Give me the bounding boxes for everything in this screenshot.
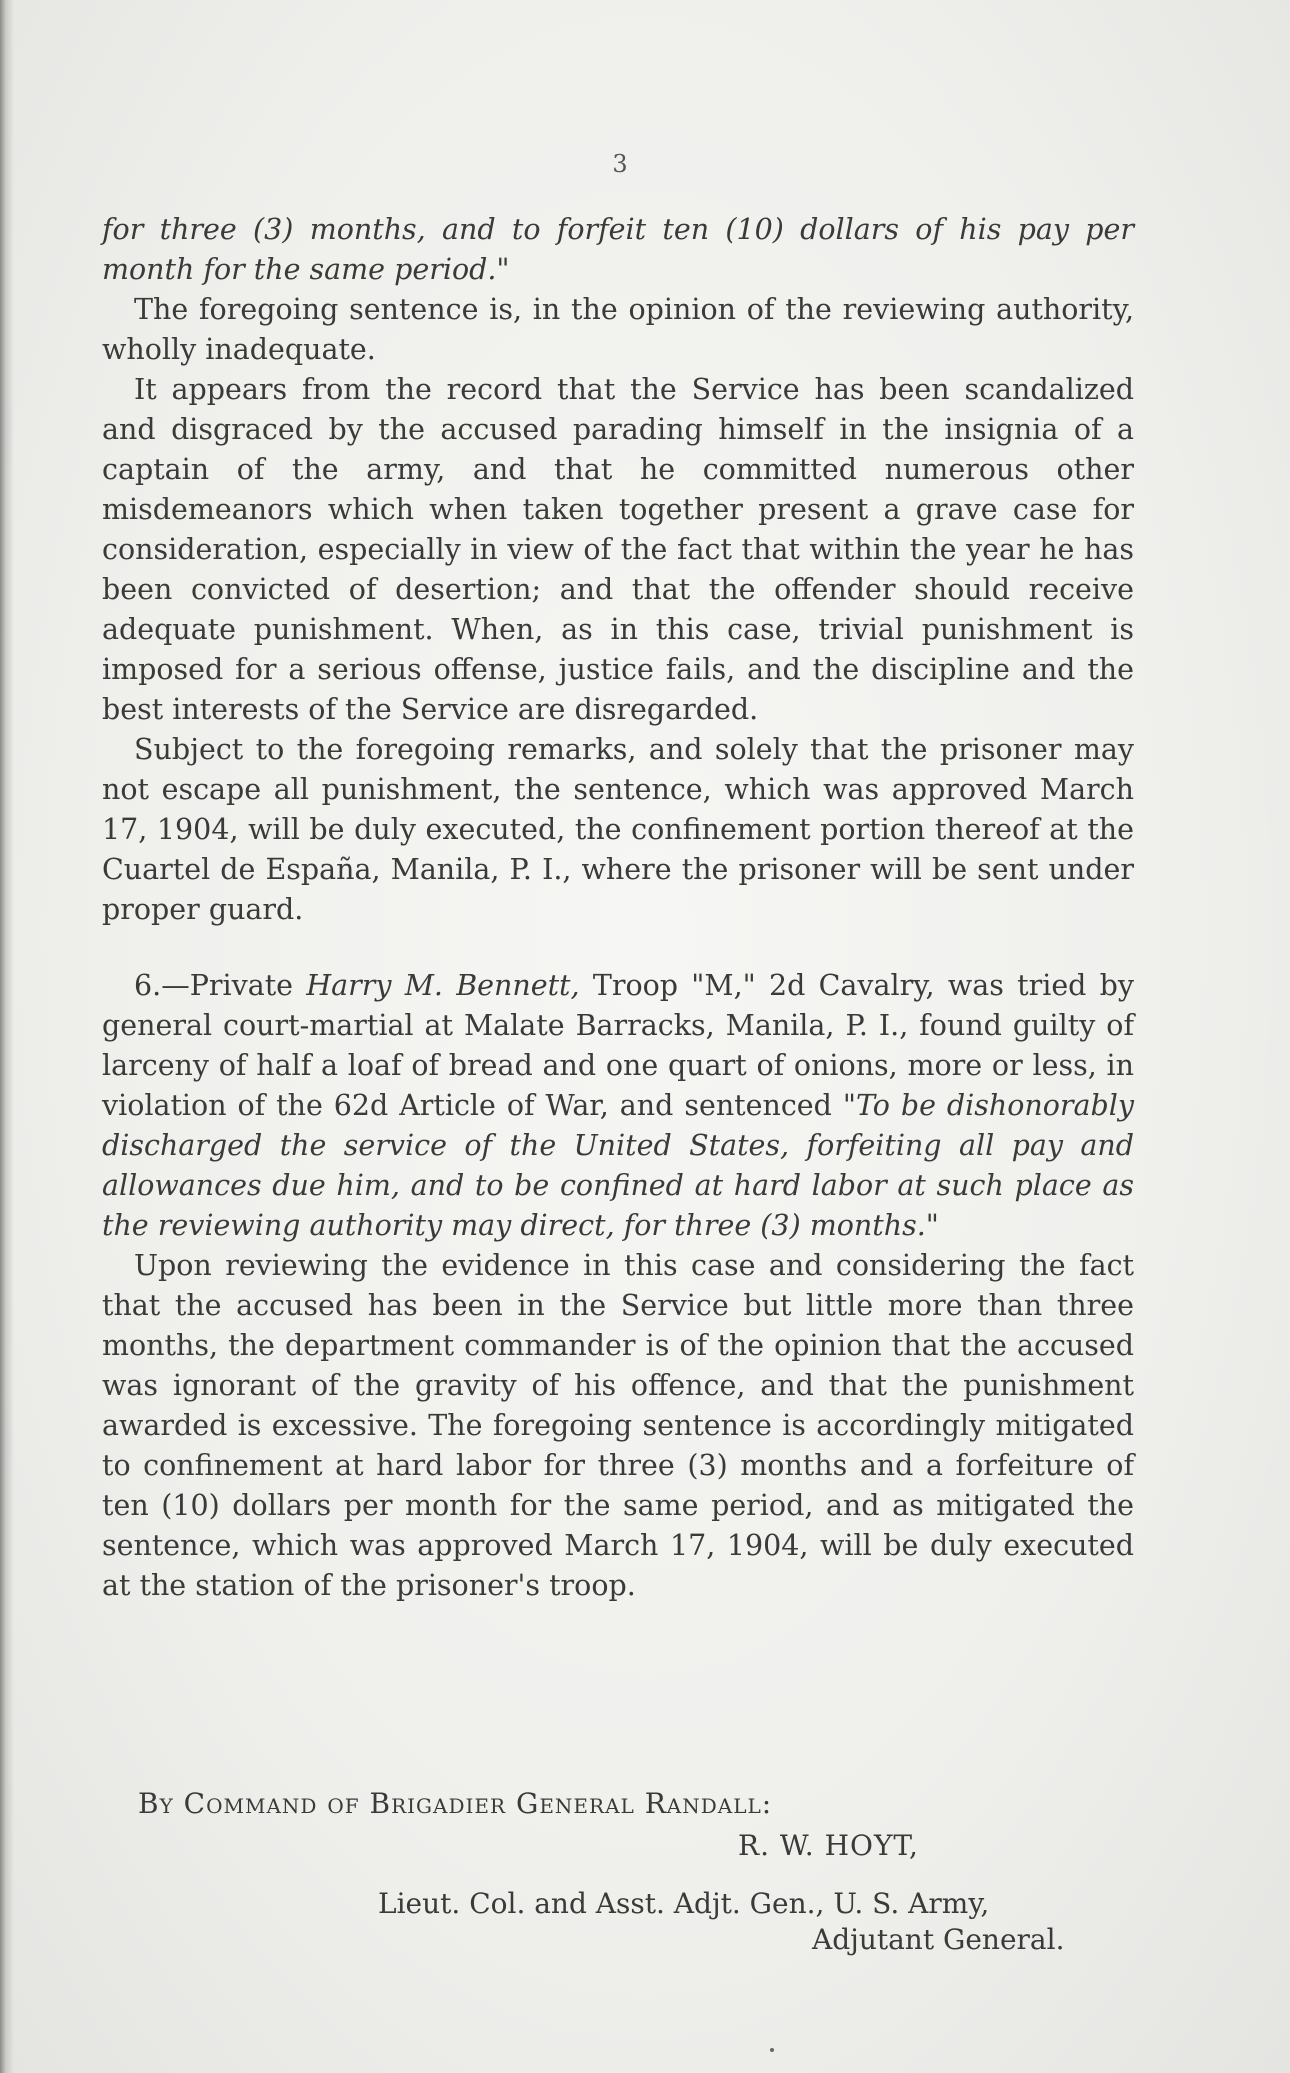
paragraph-sentence-execution — [102, 730, 1134, 930]
text-span: It appears from the record that the Service has been scandalized and disgraced by the accused parading himself in the insignia of a captain of the army, and that he committed numerous other misdemeanors which when taken together present a grave case for consideration, especially in view of the fact that within the year he has been convicted of desertion; and that the offender should receive adequate punishment. When, as in this case, trivial punishment is imposed for a serious offense, justice fails, and the discipline and the best interests of the Service are disregarded. — [102, 373, 1134, 726]
italic-sentence: To be dishonorably discharged the service of the United States, forfeiting all pay and allowances due him, and to be confined at hard labor at such place as the reviewing authority may direct, for three (3) months." — [102, 1089, 1134, 1242]
signature-rank: Lieut. Col. and Asst. Adjt. Gen., U. S. Army, — [378, 1887, 990, 1920]
paragraph-case-6 — [102, 966, 1134, 1246]
italic-span: for three (3) months, and to forfeit ten (10) dollars of his pay per month for the same period." — [102, 213, 1134, 286]
text-span: The foregoing sentence is, in the opinion of the reviewing authority, wholly inadequate. — [102, 293, 1134, 366]
body-text — [102, 210, 1134, 1606]
ink-speck — [770, 2048, 774, 2052]
paragraph-case-6-review — [102, 1246, 1134, 1606]
text-span: 6.—Private — [134, 969, 307, 1002]
text-span: Subject to the foregoing remarks, and solely that the prisoner may not escape all punishment, the sentence, which was approved March 17, 1904, will be duly executed, the confinement portion thereof at the Cuartel de España, Manila, P. I., where the prisoner will be sent under proper guard. — [102, 733, 1134, 926]
page-binding-edge — [0, 0, 14, 2073]
text-span: Troop "M," 2d Cavalry, was tried by general court-martial at Malate Barracks, Manila, P. I., found guilty of larceny of half a loaf of bread and one quart of onions, more or less, in violation of the 62d Article of War, and sentenced " — [102, 969, 1135, 1122]
page-number: 3 — [612, 150, 628, 178]
paragraph-record-findings — [102, 370, 1134, 730]
italic-name: Harry M. Bennett, — [306, 969, 580, 1002]
text-span: Upon reviewing the evidence in this case and considering the fact that the accused has been in the Service but little more than three months, the department commander is of the opinion that the accused was ignorant of the gravity of his offence, and that the punishment awarded is excessive. The foregoing sentence is accordingly mitigated to confinement at hard labor for three (3) months and a forfeiture of ten (10) dollars per month for the same period, and as mitigated the sentence, which was approved March 17, 1904, will be duly executed at the station of the prisoner's troop. — [102, 1249, 1134, 1602]
paragraph-review-opinion — [102, 290, 1134, 370]
paragraph-sentence-continuation — [102, 210, 1134, 290]
signature-name: R. W. HOYT, — [738, 1829, 919, 1862]
signature-title: Adjutant General. — [812, 1923, 1065, 1956]
signature-command-line: By Command of Brigadier General Randall: — [138, 1787, 773, 1820]
